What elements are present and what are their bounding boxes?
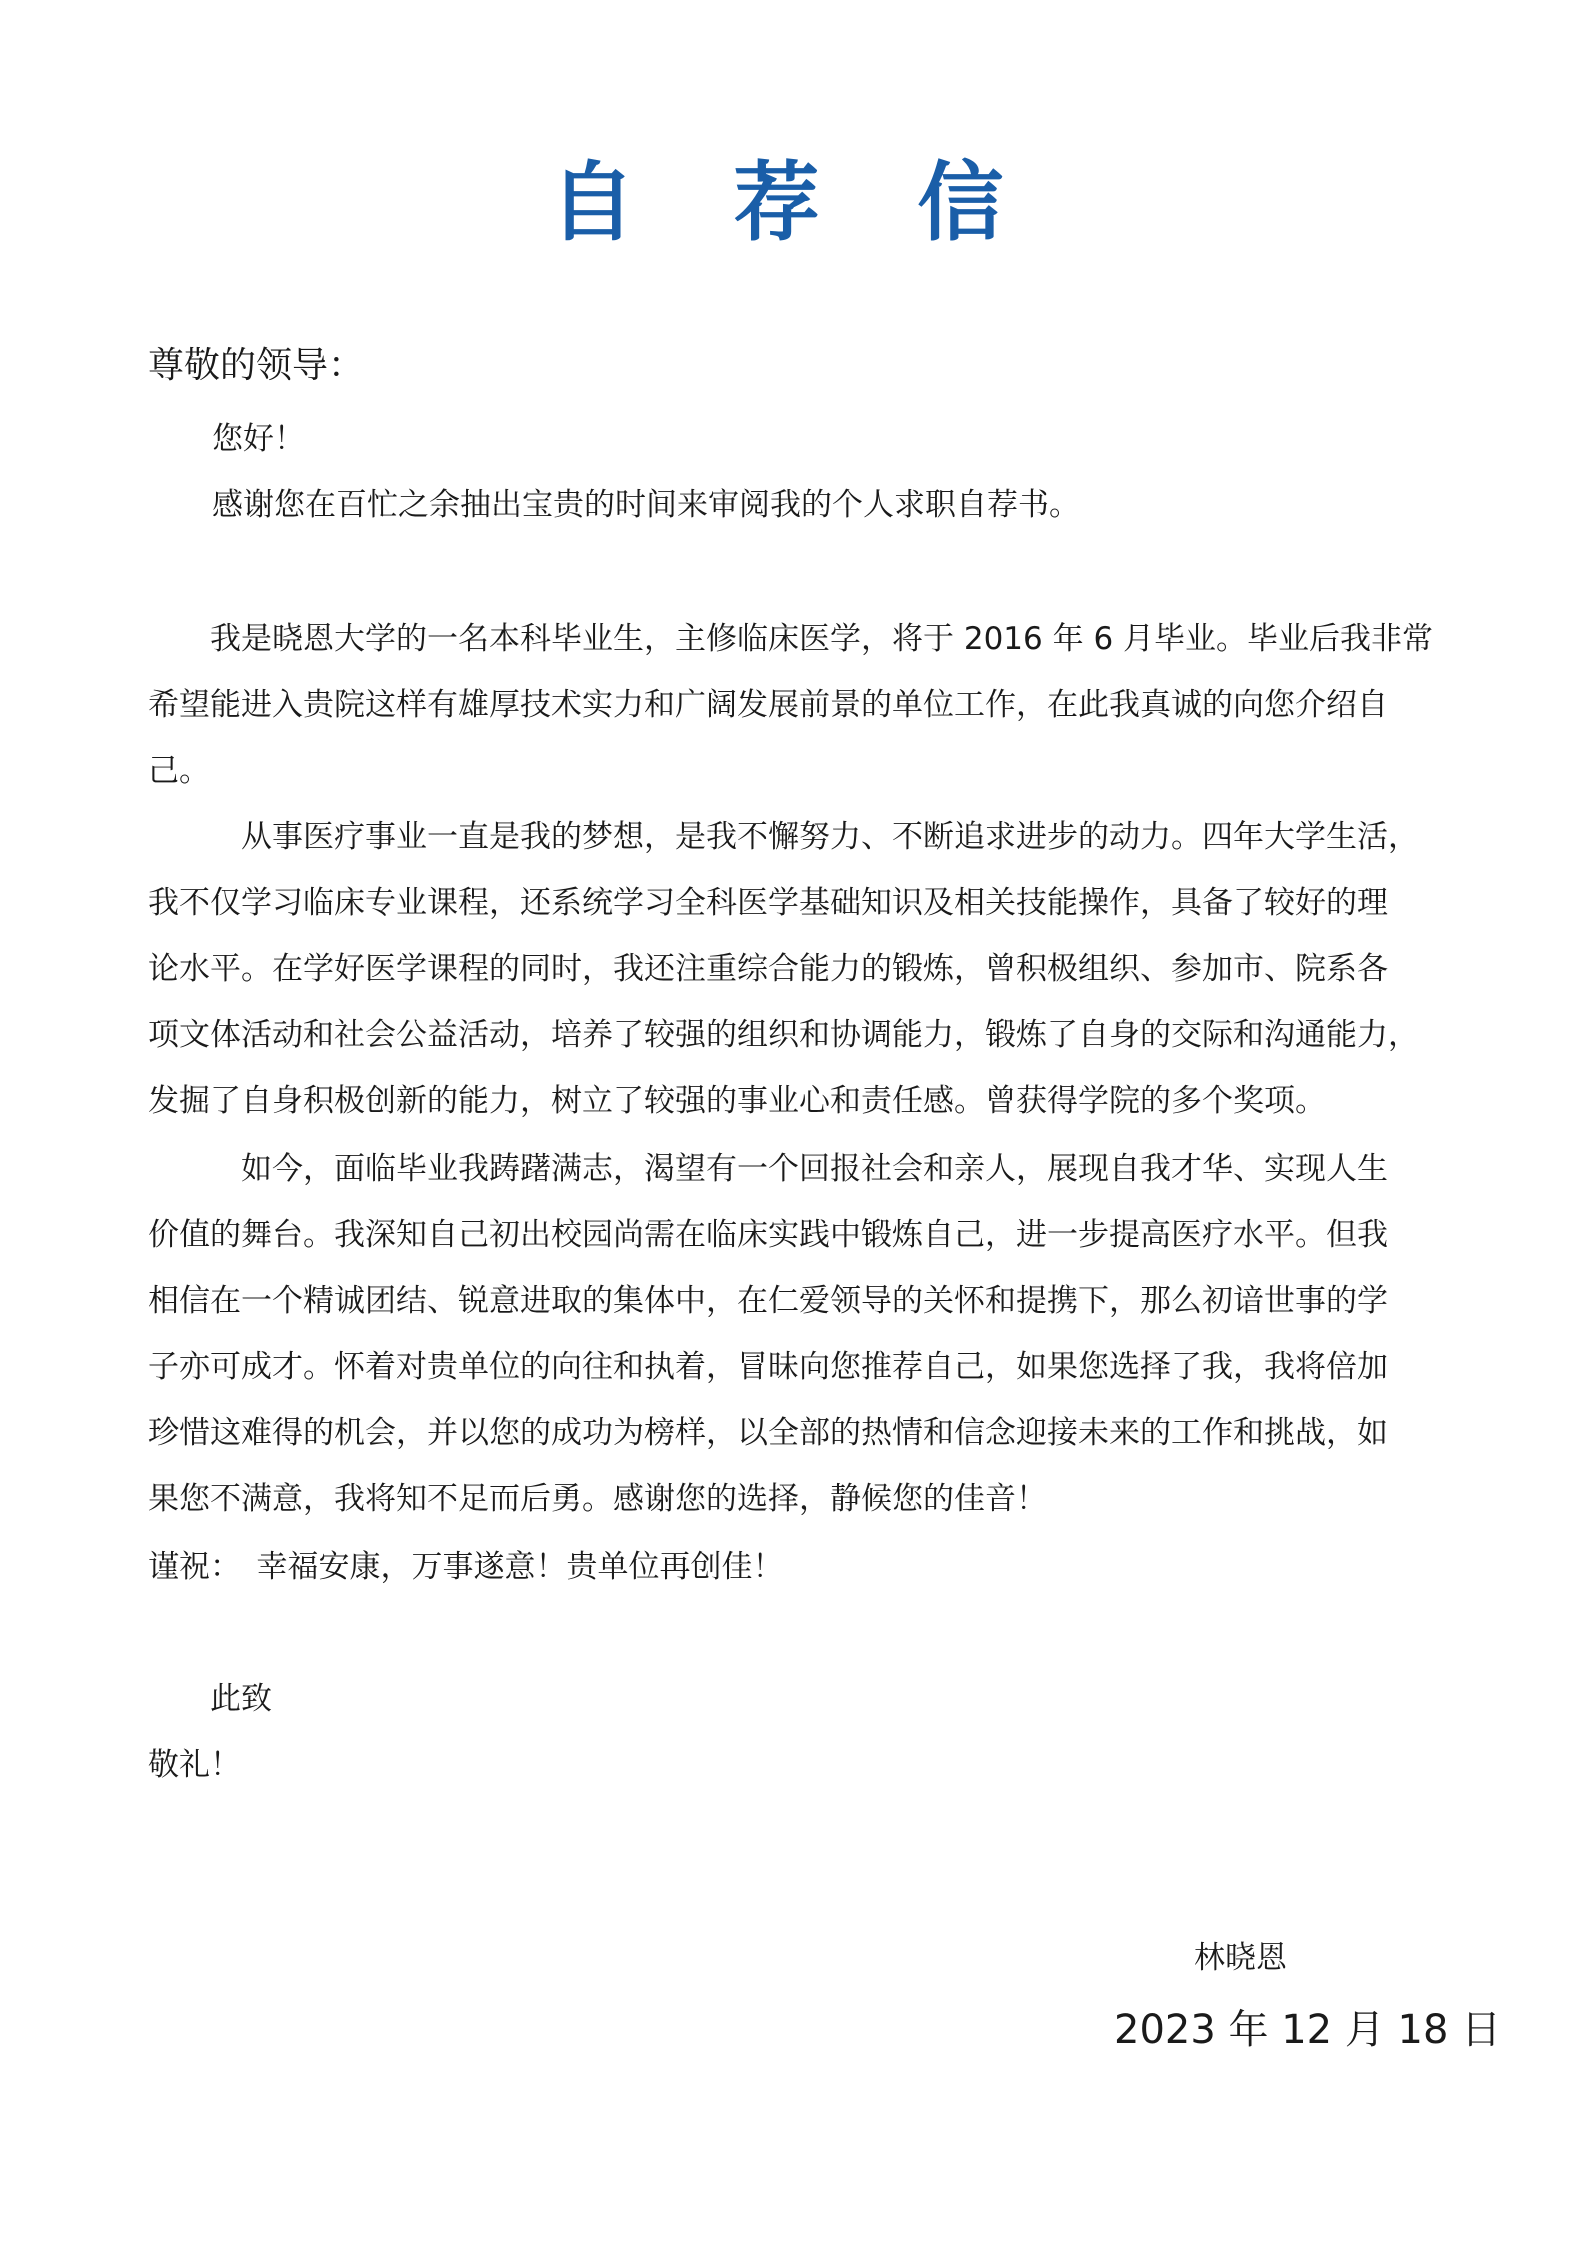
paragraph-line: 希望能进入贵院这样有雄厚技术实力和广阔发展前景的单位工作，在此我真诚的向您介绍自 bbox=[148, 687, 1388, 723]
closing-cizhi: 此致 bbox=[148, 1681, 272, 1717]
paragraph-line: 项文体活动和社会公益活动，培养了较强的组织和协调能力，锻炼了自身的交际和沟通能力， bbox=[148, 1017, 1419, 1053]
paragraph-introduction bbox=[148, 606, 1448, 804]
letter-date: 2023 年 12 月 18 日 bbox=[1114, 2007, 1502, 2053]
paragraph-line: 发掘了自身积极创新的能力，树立了较强的事业心和责任感。曾获得学院的多个奖项。 bbox=[148, 1083, 1326, 1119]
greeting: 您好！ bbox=[212, 421, 305, 457]
paragraph-line: 如今，面临毕业我踌躇满志，渴望有一个回报社会和亲人，展现自我才华、实现人生 bbox=[148, 1151, 1388, 1187]
paragraph-line: 子亦可成才。怀着对贵单位的向往和执着，冒昧向您推荐自己，如果您选择了我，我将倍加 bbox=[148, 1349, 1388, 1385]
paragraph-line: 珍惜这难得的机会，并以您的成功为榜样，以全部的热情和信念迎接未来的工作和挑战，如 bbox=[148, 1415, 1388, 1451]
paragraph-line: 果您不满意，我将知不足而后勇。感谢您的选择，静候您的佳音！ bbox=[148, 1481, 1047, 1517]
salutation: 尊敬的领导： bbox=[148, 345, 365, 386]
paragraph-line: 我不仅学习临床专业课程，还系统学习全科医学基础知识及相关技能操作，具备了较好的理 bbox=[148, 885, 1388, 921]
closing-jingli: 敬礼！ bbox=[148, 1747, 241, 1783]
paragraph-line: 论水平。在学好医学课程的同时，我还注重综合能力的锻炼，曾积极组织、参加市、院系各 bbox=[148, 951, 1388, 987]
paragraph-experience bbox=[148, 804, 1448, 1134]
letter-title: 自 荐 信 bbox=[549, 153, 1038, 253]
paragraph-line: 价值的舞台。我深知自己初出校园尚需在临床实践中锻炼自己，进一步提高医疗水平。但我 bbox=[148, 1217, 1388, 1253]
paragraph-line: 己。 bbox=[148, 753, 210, 789]
paragraph-line: 从事医疗事业一直是我的梦想，是我不懈努力、不断追求进步的动力。四年大学生活， bbox=[148, 819, 1419, 855]
paragraph-aspiration bbox=[148, 1136, 1448, 1532]
paragraph-line: 我是晓恩大学的一名本科毕业生，主修临床医学，将于 2016 年 6 月毕业。毕业后我非常 bbox=[148, 621, 1434, 657]
thanks-line: 感谢您在百忙之余抽出宝贵的时间来审阅我的个人求职自荐书。 bbox=[212, 487, 1080, 523]
signer-name: 林晓恩 bbox=[1194, 1940, 1287, 1976]
paragraph-line: 相信在一个精诚团结、锐意进取的集体中，在仁爱领导的关怀和提携下，那么初谙世事的学 bbox=[148, 1283, 1388, 1319]
wish-line: 谨祝： 幸福安康，万事遂意！贵单位再创佳！ bbox=[148, 1549, 784, 1585]
